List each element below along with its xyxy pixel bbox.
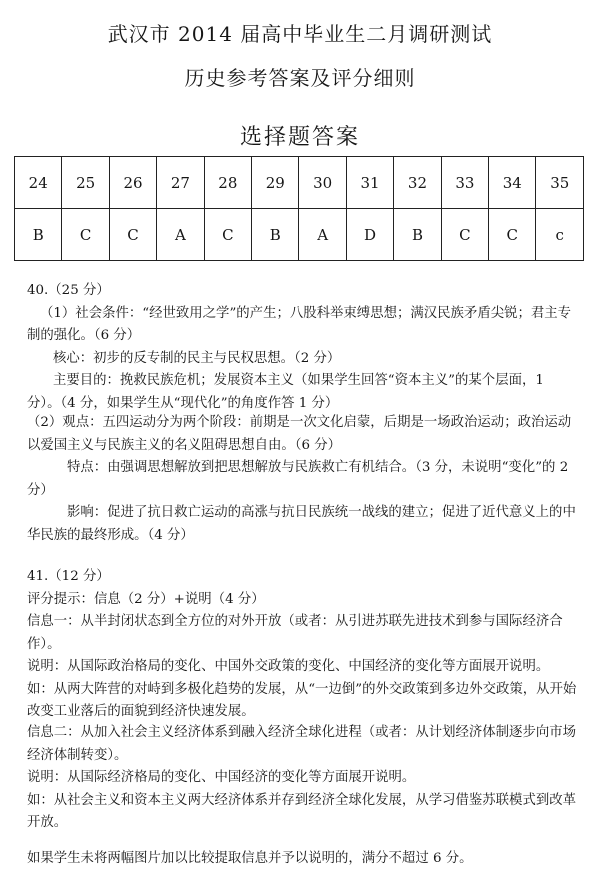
answer-letter: D xyxy=(346,209,393,261)
answer-letter: C xyxy=(441,209,488,261)
answer-letter: c xyxy=(536,209,584,261)
q40-part1-social-conditions: （1）社会条件：“经世致用之学”的产生；八股科举束缚思想；满汉民族矛盾尖锐；君主专制的强化。（6 分） xyxy=(27,305,572,343)
answer-letter: B xyxy=(15,209,62,261)
question-number: 24 xyxy=(15,157,62,209)
q40-part1-purpose: 主要目的：挽救民族危机；发展资本主义（如果学生回答“资本主义”的某个层面，1 分）。（4 分，如果学生从“现代化”的角度作答 1 分） xyxy=(27,373,544,411)
question-41-heading: 41.（12 分） xyxy=(27,569,110,584)
document-title: 武汉市 2014 届高中毕业生二月调研测试 xyxy=(107,22,493,46)
question-number: 29 xyxy=(252,157,299,209)
question-41-info-two xyxy=(27,722,579,835)
document-subtitle: 历史参考答案及评分细则 xyxy=(184,66,416,90)
question-41-section xyxy=(27,566,579,724)
question-number: 33 xyxy=(441,157,488,209)
q41-info-two: 信息二：从加入社会主义经济体系到融入经济全球化进程（或者：从计划经济体制逐步向市场经济体制转变）。 xyxy=(27,725,577,763)
question-number: 27 xyxy=(157,157,204,209)
question-number: 31 xyxy=(346,157,393,209)
q41-scoring-note xyxy=(27,848,579,871)
question-number: 32 xyxy=(394,157,441,209)
answer-letter: C xyxy=(109,209,156,261)
q40-part2-impact: 影响：促进了抗日救亡运动的高涨与抗日民族统一战线的建立；促进了近代意义上的中华民族的最终形成。（4 分） xyxy=(27,505,576,543)
answer-letter: C xyxy=(204,209,251,261)
question-40-heading: 40.（25 分） xyxy=(27,283,110,298)
q40-part2-feature: 特点：由强调思想解放到把思想解放与民族救亡有机结合。（3 分，未说明“变化”的 2 分） xyxy=(27,460,569,498)
question-number: 25 xyxy=(62,157,109,209)
question-number: 26 xyxy=(109,157,156,209)
question-number: 28 xyxy=(204,157,251,209)
answer-letter: C xyxy=(489,209,536,261)
q41-info-one-example: 如：从两大阵营的对峙到多极化趋势的发展，从“一边倒”的外交政策到多边外交政策，从开始改变工业落后的面貌到经济快速发展。 xyxy=(27,681,577,719)
q41-scoring-hint: 评分提示：信息（2 分）+说明（4 分） xyxy=(27,591,265,607)
q41-info-two-explanation: 说明：从国际经济格局的变化、中国经济的变化等方面展开说明。 xyxy=(27,770,416,785)
answer-letter: B xyxy=(252,209,299,261)
q41-info-one: 信息一：从半封闭状态到全方位的对外开放（或者：从引进苏联先进技术到参与国际经济合作）。 xyxy=(27,614,563,652)
q40-part1-core: 核心：初步的反专制的民主与民权思想。（2 分） xyxy=(53,350,341,366)
question-number: 35 xyxy=(536,157,584,209)
answer-letter: A xyxy=(299,209,346,261)
q40-part2-viewpoint: （2）观点：五四运动分为两个阶段：前期是一次文化启蒙，后期是一场政治运动；政治运动以爱国主义与民族主义的名义阻碍思想自由。（6 分） xyxy=(27,415,572,453)
answer-letter: A xyxy=(157,209,204,261)
answer-letter: C xyxy=(62,209,109,261)
answer-table xyxy=(14,156,584,261)
question-number: 34 xyxy=(489,157,536,209)
question-40-section xyxy=(27,280,579,415)
section-title: 选择题答案 xyxy=(239,125,360,150)
q41-info-one-explanation: 说明：从国际政治格局的变化、中国外交政策的变化、中国经济的变化等方面展开说明。 xyxy=(27,659,550,674)
question-number-row xyxy=(15,157,584,209)
q41-info-two-example: 如：从社会主义和资本主义两大经济体系并存到经济全球化发展，从学习借鉴苏联模式到改革开放。 xyxy=(27,792,577,830)
q41-note-text: 如果学生未将两幅图片加以比较提取信息并予以说明的，满分不超过 6 分。 xyxy=(27,851,473,866)
answer-row xyxy=(15,209,584,261)
answer-letter: B xyxy=(394,209,441,261)
question-number: 30 xyxy=(299,157,346,209)
question-40-part2 xyxy=(27,412,579,547)
